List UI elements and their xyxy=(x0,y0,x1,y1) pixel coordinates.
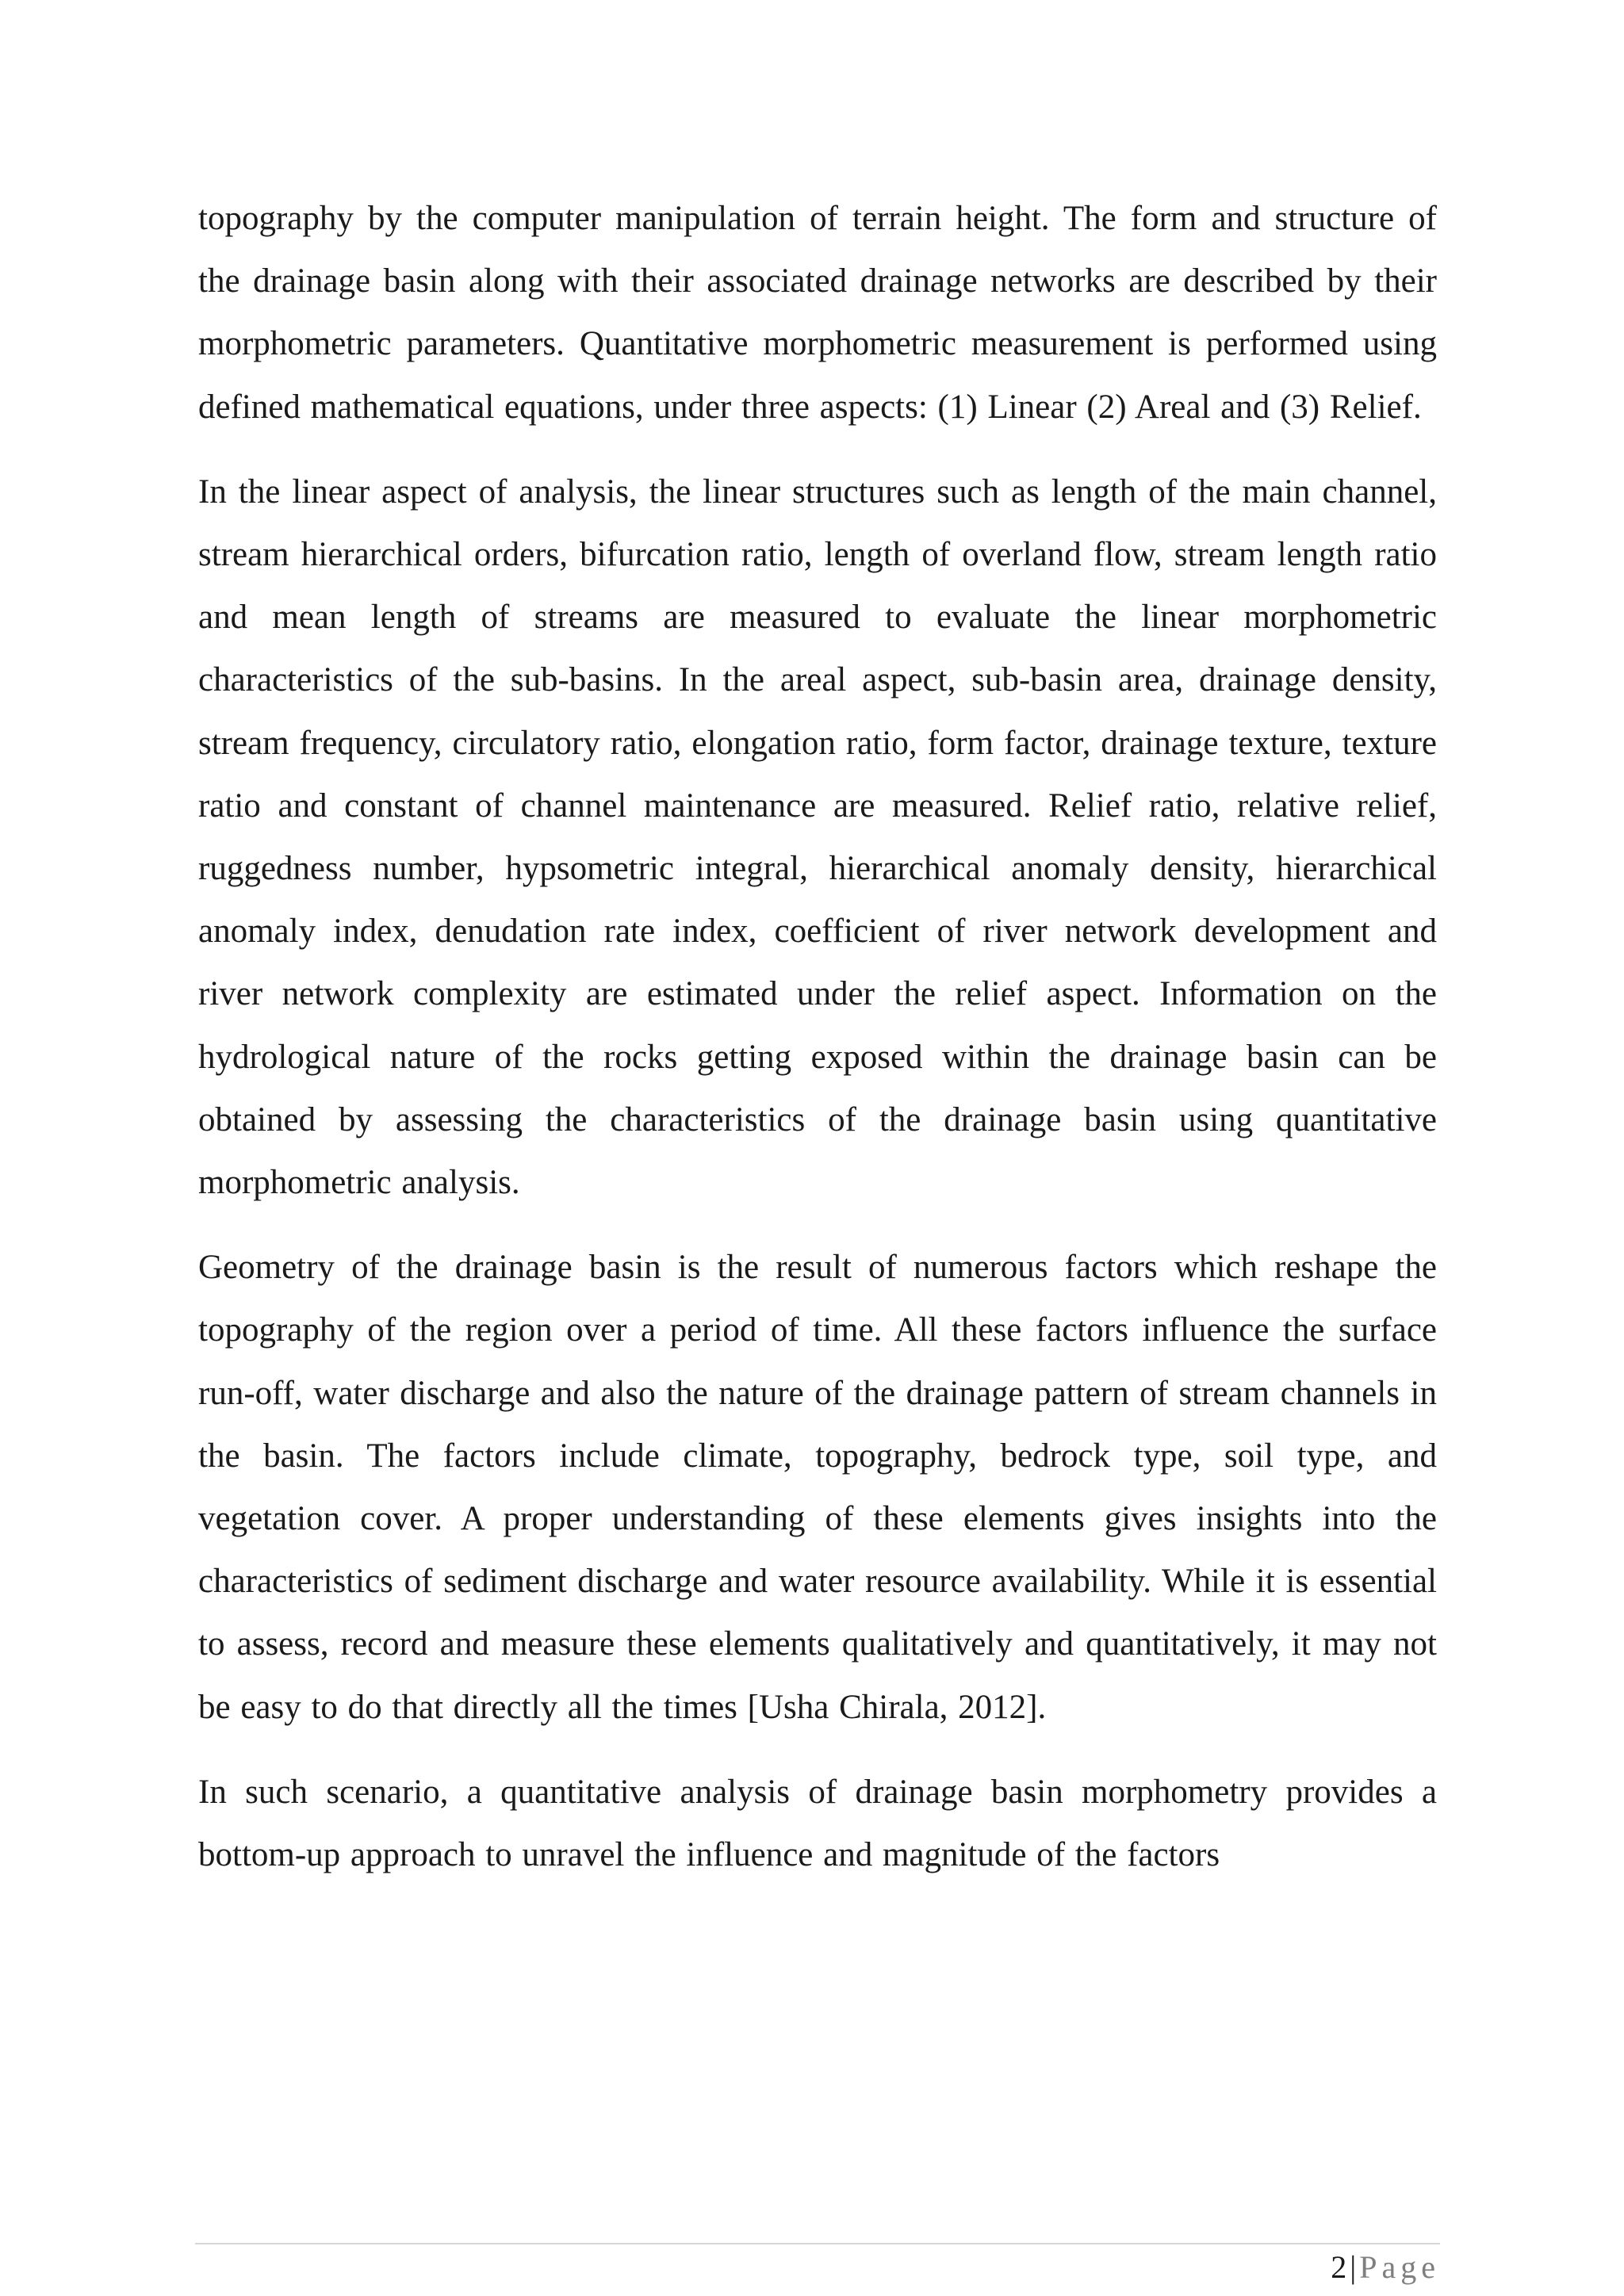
page-footer xyxy=(1331,2250,1440,2285)
footer-separator: | xyxy=(1350,2249,1357,2285)
paragraph-3: Geometry of the drainage basin is the result of numerous factors which reshape the topography of the region over a period of time. All these factors influence the surface run-off, water discharge and also the nature of the drainage pattern of stream channels in the basin. The factors include climate, topography, bedrock type, soil type, and vegetation cover. A proper understanding of these elements gives insights into the characteristics of sediment discharge and water resource availability. While it is essential to assess, record and measure these elements qualitatively and quantitatively, it may not be easy to do that directly all the times [Usha Chirala, 2012]. xyxy=(198,1249,1437,1726)
footer-divider xyxy=(195,2243,1440,2244)
page-number: 2 xyxy=(1331,2249,1347,2285)
paragraph-2: In the linear aspect of analysis, the linear structures such as length of the main channel, stream hierarchical orders, bifurcation ratio, length of overland flow, stream length ratio and mean length of streams are measured to evaluate the linear morphometric characteristics of the sub-basins. In the areal aspect, sub-basin area, drainage density, stream frequency, circulatory ratio, elongation ratio, form factor, drainage texture, texture ratio and constant of channel maintenance are measured. Relief ratio, relative relief, ruggedness number, hypsometric integral, hierarchical anomaly density, hierarchical anomaly index, denudation rate index, coefficient of river network development and river network complexity are estimated under the relief aspect. Information on the hydrological nature of the rocks getting exposed within the drainage basin can be obtained by assessing the characteristics of the drainage basin using quantitative morphometric analysis. xyxy=(198,473,1437,1202)
page-label: Page xyxy=(1359,2249,1440,2285)
paragraph-1: topography by the computer manipulation of terrain height. The form and structure of the drainage basin along with their associated drainage networks are described by their morphometric parameters. Quantitative morphometric measurement is performed using defined mathematical equations, under three aspects: (1) Linear (2) Areal and (3) Relief. xyxy=(198,200,1437,426)
paragraph-4: In such scenario, a quantitative analysis of drainage basin morphometry provides a bottom-up approach to unravel the influence and magnitude of the factors xyxy=(198,1773,1437,1874)
page-body xyxy=(198,187,1437,1908)
